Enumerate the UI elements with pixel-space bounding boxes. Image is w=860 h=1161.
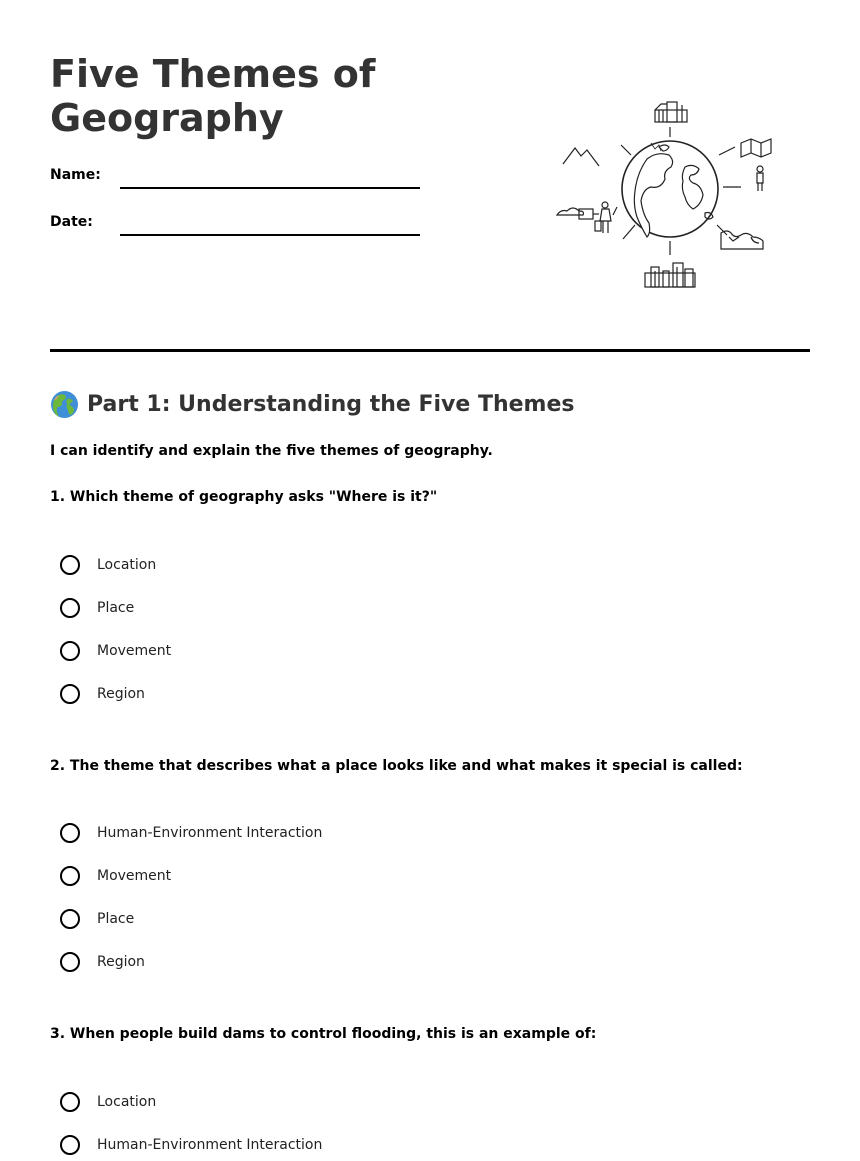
radio-button[interactable] — [60, 866, 80, 886]
name-label: Name: — [50, 167, 101, 183]
date-line[interactable] — [120, 234, 420, 236]
name-field[interactable] — [50, 165, 430, 189]
q2-option-place[interactable] — [60, 906, 460, 932]
header-divider — [50, 349, 810, 352]
section-title: Part 1: Understanding the Five Themes — [87, 391, 575, 417]
radio-button[interactable] — [60, 641, 80, 661]
q3-option-human-environment[interactable] — [60, 1132, 460, 1158]
option-label: Place — [97, 911, 135, 927]
q1-option-place[interactable] — [60, 595, 460, 621]
radio-button[interactable] — [60, 555, 80, 575]
option-label: Movement — [97, 868, 172, 884]
q1-option-location[interactable] — [60, 552, 460, 578]
option-label: Location — [97, 557, 157, 573]
question-2-text: 2. The theme that describes what a place looks like and what makes it special is called: — [50, 758, 743, 774]
globe-emoji-icon — [50, 390, 79, 419]
radio-button[interactable] — [60, 598, 80, 618]
question-1-text: 1. Which theme of geography asks "Where is it?" — [50, 489, 438, 505]
option-label: Place — [97, 600, 135, 616]
option-label: Region — [97, 686, 145, 702]
q1-option-movement[interactable] — [60, 638, 460, 664]
worksheet-title: Five Themes of Geography — [50, 52, 376, 140]
q2-option-movement[interactable] — [60, 863, 460, 889]
radio-button[interactable] — [60, 684, 80, 704]
radio-button[interactable] — [60, 1092, 80, 1112]
radio-button[interactable] — [60, 1135, 80, 1155]
question-3-text: 3. When people build dams to control flooding, this is an example of: — [50, 1026, 597, 1042]
globe-with-themes-icon — [555, 97, 785, 292]
option-label: Movement — [97, 643, 172, 659]
option-label: Human-Environment Interaction — [97, 1137, 323, 1153]
q2-option-region[interactable] — [60, 949, 460, 975]
q2-option-human-environment[interactable] — [60, 820, 460, 846]
date-field[interactable] — [50, 212, 430, 236]
date-label: Date: — [50, 214, 93, 230]
q1-option-region[interactable] — [60, 681, 460, 707]
option-label: Region — [97, 954, 145, 970]
option-label: Location — [97, 1094, 157, 1110]
radio-button[interactable] — [60, 952, 80, 972]
option-label: Human-Environment Interaction — [97, 825, 323, 841]
radio-button[interactable] — [60, 909, 80, 929]
name-line[interactable] — [120, 187, 420, 189]
q3-option-location[interactable] — [60, 1089, 460, 1115]
radio-button[interactable] — [60, 823, 80, 843]
learning-objective: I can identify and explain the five themes of geography. — [50, 443, 493, 459]
section-heading — [50, 388, 574, 420]
